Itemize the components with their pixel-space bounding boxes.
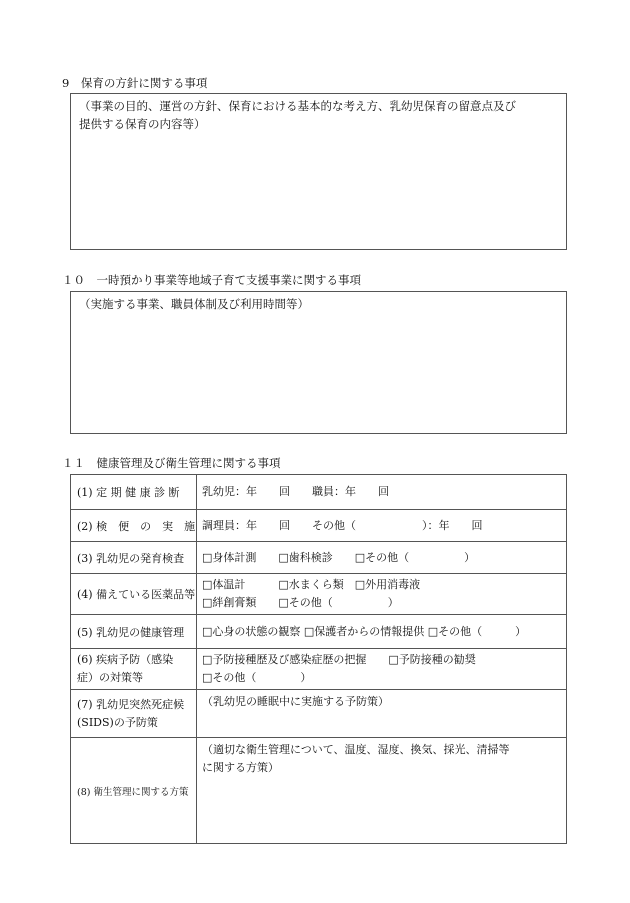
row-1-content-text: 乳幼児：年 回 職員：年 回 <box>202 485 389 498</box>
row-4-content[interactable] <box>197 574 567 615</box>
row-2-label: (2) 検 便 の 実 施 <box>71 510 197 542</box>
row-7-content-text: （乳幼児の睡眠中に実施する予防策） <box>202 695 389 708</box>
section-9-title: 9 保育の方針に関する事項 <box>62 76 208 90</box>
row-3-content-text: □身体計測 □歯科検診 □その他（ ） <box>202 550 476 564</box>
table-row <box>71 615 567 649</box>
row-7-label-line2: (SIDS)の予防策 <box>77 715 158 729</box>
section-9-note-line1: （事業の目的、運営の方針、保育における基本的な考え方、乳幼児保育の留意点及び <box>79 99 516 113</box>
row-2-content[interactable] <box>197 510 567 542</box>
row-7-content[interactable] <box>197 690 567 738</box>
row-5-content-text: □心身の状態の観察 □保護者からの情報提供 □その他（ ） <box>202 624 527 638</box>
section-10-input-box[interactable] <box>70 291 567 434</box>
table-row <box>71 649 567 690</box>
table-row <box>71 574 567 615</box>
row-8-label: (8) 衛生管理に関する方策 <box>71 738 197 844</box>
section-10-note-line: （実施する事業、職員体制及び利用時間等） <box>79 297 309 311</box>
row-4-label: (4) 備えている医薬品等 <box>71 574 197 615</box>
row-6-content[interactable] <box>197 649 567 690</box>
row-6-content-line2: □その他（ ） <box>202 671 312 684</box>
row-3-label: (3) 乳幼児の発育検査 <box>71 542 197 574</box>
row-8-content-line1: （適切な衛生管理について、温度、湿度、換気、採光、清掃等 <box>202 743 510 756</box>
health-management-table <box>70 474 567 844</box>
row-6-label <box>71 649 197 690</box>
table-row <box>71 738 567 844</box>
row-1-label: (1) 定 期 健 康 診 断 <box>71 475 197 510</box>
row-7-label-line1: (7) 乳幼児突然死症候 <box>77 697 185 711</box>
row-8-content-line2: に関する方策） <box>202 761 279 774</box>
row-3-content[interactable] <box>197 542 567 574</box>
row-4-content-line2: □絆創膏類 □その他（ ） <box>202 596 399 609</box>
table-row <box>71 510 567 542</box>
row-7-label <box>71 690 197 738</box>
section-9-input-box[interactable] <box>70 93 567 250</box>
table-row <box>71 542 567 574</box>
section-10-title: １０ 一時預かり事業等地域子育て支援事業に関する事項 <box>62 273 361 287</box>
table-row <box>71 475 567 510</box>
table-row <box>71 690 567 738</box>
row-5-label: (5) 乳幼児の健康管理 <box>71 615 197 649</box>
row-8-content[interactable] <box>197 738 567 844</box>
section-9-note <box>71 94 566 133</box>
row-6-label-line2: 症）の対策等 <box>77 671 143 684</box>
row-6-label-line1: (6) 疾病予防（感染 <box>77 653 174 666</box>
row-1-content[interactable] <box>197 475 567 510</box>
section-11-title: １１ 健康管理及び衛生管理に関する事項 <box>62 456 281 470</box>
row-5-content[interactable] <box>197 615 567 649</box>
section-10-note <box>71 292 566 313</box>
row-6-content-line1: □予防接種歴及び感染症歴の把握 □予防接種の勧奨 <box>202 653 476 666</box>
section-9-note-line2: 提供する保育の内容等） <box>79 117 206 131</box>
row-2-content-text: 調理員：年 回 その他（ ）：年 回 <box>202 518 483 532</box>
row-4-content-line1: □体温計 □水まくら類 □外用消毒液 <box>202 578 421 591</box>
